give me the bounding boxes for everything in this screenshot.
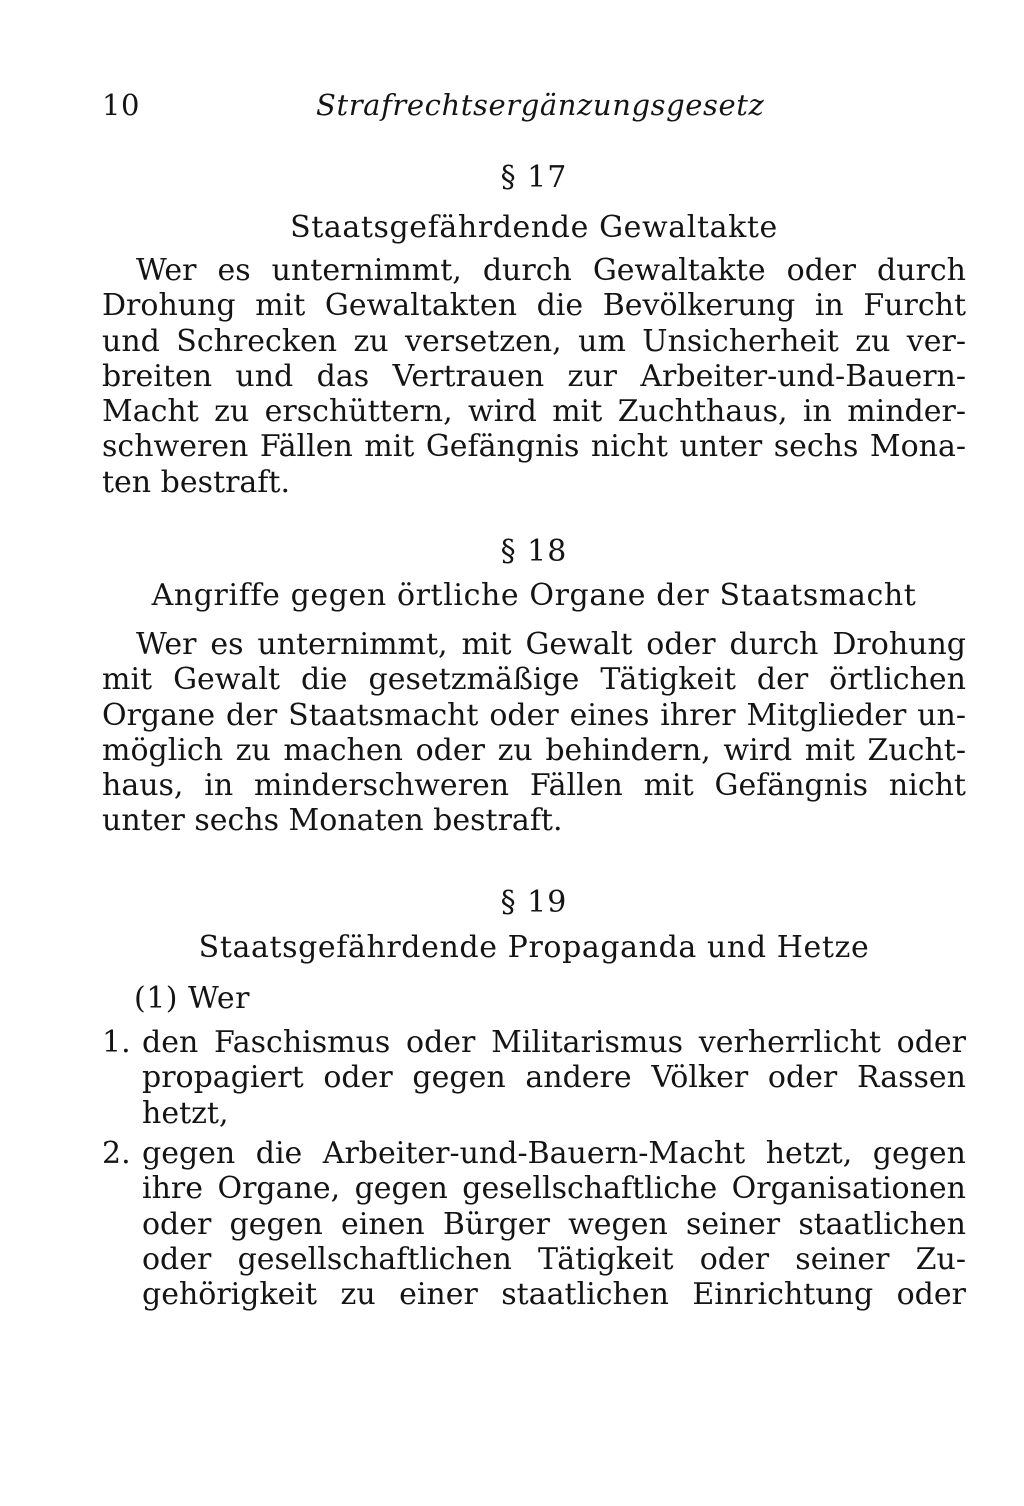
section-18-number: § 18	[500, 534, 568, 569]
text-line: gegen die Arbeiter-und-Bauern-Macht hetzt, gegen	[142, 1136, 966, 1171]
section-17-title: Staatsgefährdende Gewaltakte	[290, 210, 778, 245]
text-line: Drohung mit Gewaltakten die Bevölkerung in Furcht	[102, 288, 966, 324]
section-18-text	[102, 627, 966, 839]
text-line: Organe der Staatsmacht oder eines ihrer Mitglieder un-	[102, 697, 966, 733]
running-title: Strafrechtsergänzungsgesetz	[316, 88, 765, 122]
section-18-title: Angriffe gegen örtliche Organe der Staatsmacht	[151, 578, 917, 613]
text-line: unter sechs Monaten bestraft.	[102, 803, 563, 839]
list-item-number: 2.	[102, 1136, 131, 1171]
text-line: Wer es unternimmt, mit Gewalt oder durch Drohung	[136, 627, 966, 662]
text-line: gehörigkeit zu einer staatlichen Einrichtung oder	[142, 1277, 966, 1313]
text-line: möglich zu machen oder zu behindern, wird mit Zucht-	[102, 732, 966, 768]
text-line: breiten und das Vertrauen zur Arbeiter-und-Bauern-	[102, 358, 966, 394]
subsection-label: (1) Wer	[134, 981, 251, 1016]
text-line: haus, in minderschweren Fällen mit Gefängnis nicht	[102, 768, 966, 804]
list-item-number: 1.	[102, 1025, 131, 1060]
text-line: Macht zu erschüttern, wird mit Zuchthaus, in minder-	[102, 394, 966, 430]
text-line: ten bestraft.	[102, 464, 290, 500]
text-line: oder gesellschaftlichen Tätigkeit oder seiner Zu-	[142, 1241, 966, 1277]
text-line: ihre Organe, gegen gesellschaftliche Organisationen	[142, 1171, 966, 1207]
text-line: schweren Fällen mit Gefängnis nicht unter sechs Mona-	[102, 429, 966, 465]
text-line: mit Gewalt die gesetzmäßige Tätigkeit der örtlichen	[102, 662, 966, 698]
list-item-text	[142, 1136, 966, 1312]
running-head	[102, 88, 972, 128]
text-line: und Schrecken zu versetzen, um Unsicherheit zu ver-	[102, 323, 966, 359]
text-line: den Faschismus oder Militarismus verherrlicht oder	[142, 1025, 966, 1060]
section-19-title: Staatsgefährdende Propaganda und Hetze	[198, 930, 870, 965]
list-item-text	[142, 1025, 966, 1131]
section-19-number: § 19	[500, 885, 568, 920]
page-number: 10	[102, 88, 140, 122]
section-17-number: § 17	[500, 160, 568, 195]
section-17-text	[102, 253, 966, 500]
text-line: oder gegen einen Bürger wegen seiner staatlichen	[142, 1206, 966, 1242]
text-line: Wer es unternimmt, durch Gewaltakte oder durch	[136, 253, 966, 288]
text-line: propagiert oder gegen andere Völker oder Rassen	[142, 1060, 966, 1096]
text-line: hetzt,	[142, 1095, 229, 1131]
